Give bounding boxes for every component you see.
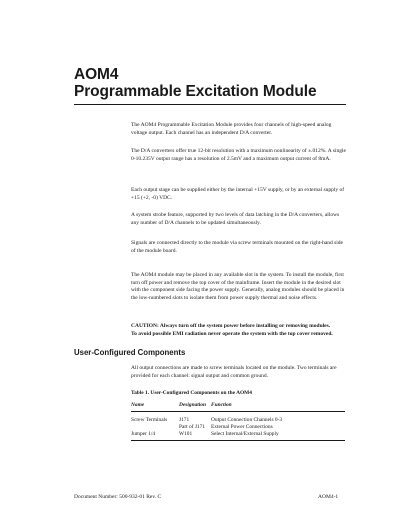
paragraph-intro: The AOM4 Programmable Excitation Module provides four channels of high-speed analog voltage output. Each channel has an independent D/A converter. [131,122,332,136]
paragraph-converters: The D/A converters offer true 12-bit resolution with a maximum nonlinearity of ±.012%. A single 0-10.235V output range has a resolution of 2.5mV and a maximum output current of 8mA. [131,148,346,162]
components-table [131,402,345,441]
table-row [131,431,345,438]
paragraph-installation: The AOM4 module may be placed in any available slot in the system. To install the module, first turn off power and remove the top cover of the mainframe. Insert the module in the desired slot with the component side facing the power supply. Generally, analog modules should be placed in the low-numbered slots to isolate them from power supply thermal and noise effects. [131,272,345,301]
table-end-rule [131,440,345,441]
table-header-designation: Designation [179,402,206,408]
paragraph-signals: Signals are connected directly to the module via screw terminals mounted on the right-hand side of the module board. [131,240,343,254]
table-cell: Part of J171 [179,423,206,430]
footer-document-number: Document Number: 500-932-01 Rev. C [74,494,162,500]
section-paragraph: All output connections are made to screw terminals located on the module. Two terminals are provided for each channel: signal output and common ground. [131,365,337,379]
section-heading: User-Configured Components [74,348,186,357]
caution-line-2: To avoid possible EMI radiation never operate the system with the top cover removed. [131,330,333,337]
table-header-name: Name [131,402,145,408]
paragraph-strobe: A system strobe feature, supported by two levels of data latching in the D/A converters, allows any number of D/A channels to be updated simultaneously. [131,212,340,226]
title-block [74,66,374,100]
table-cell: W101 [179,430,193,437]
table-header-function: Function [211,402,232,408]
table-cell: Select Internal/External Supply [211,430,279,437]
document-title-line-1: AOM4 [74,66,119,83]
table-cell: Output Connection Channels 0-3 [211,416,283,423]
table-cell: External Power Connections [211,423,273,430]
table-row [131,424,345,431]
paragraph-output-stage: Each output stage can be supplied either by the internal +15V supply, or by an external supply of +15 (+2, -0) VDC. [131,187,345,201]
title-rule [74,104,346,105]
caution-line-1: CAUTION: Always turn off the system power before installing or removing modules. [131,323,331,329]
caution-notice [131,323,347,338]
table-header-rule [131,411,345,412]
table-cell: Jumper 1/4 [131,430,156,437]
table-caption: Table 1. User-Configured Components on the AOM4 [131,390,252,396]
document-title-line-2: Programmable Excitation Module [74,83,317,100]
footer-page-number: AOM4-1 [318,494,339,500]
table-cell: Screw Terminals [131,416,168,423]
table-row [131,417,345,424]
table-cell: J171 [179,416,190,423]
table-header-row [131,402,345,410]
